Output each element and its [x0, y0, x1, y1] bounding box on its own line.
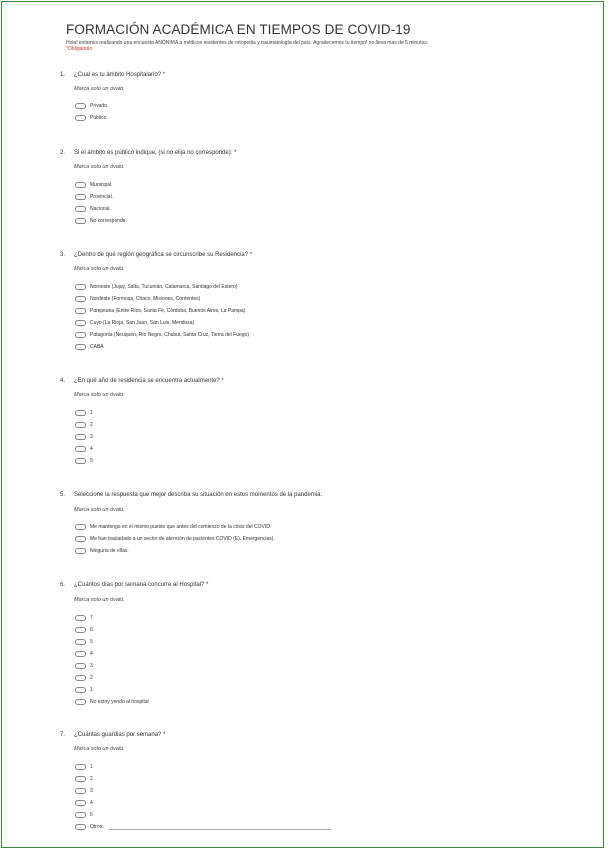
question-text: ¿En qué año de residencia se encuentra actualmente? *	[74, 378, 224, 384]
question-text: ¿Dentro de qué región geográfica se circunscribe su Residencia? *	[74, 252, 253, 258]
question-hint: Marca solo un óvalo.	[74, 86, 125, 92]
option-provincial[interactable]	[75, 192, 113, 201]
question-7	[60, 731, 580, 830]
option-label: 1	[90, 763, 93, 770]
option-pampeana[interactable]	[75, 306, 245, 315]
option-noroeste[interactable]	[75, 282, 237, 291]
option-label: Otros:	[90, 823, 104, 830]
option-label: 4	[90, 650, 93, 657]
option-not-going[interactable]	[75, 697, 149, 706]
radio-oval[interactable]	[75, 458, 86, 464]
question-hint: Marca solo un óvalo.	[74, 392, 125, 398]
option-label: 4	[90, 799, 93, 806]
radio-oval[interactable]	[75, 812, 86, 818]
question-header	[60, 491, 580, 500]
option-year-1[interactable]	[75, 408, 93, 417]
question-header	[60, 731, 580, 740]
radio-oval[interactable]	[75, 524, 86, 530]
question-header	[60, 251, 580, 260]
radio-oval[interactable]	[75, 115, 86, 121]
form-intro: Hola! estamos realizando una encuesta ANÓNIMA a médicos residentes de ortopedia y traumatología del país. Agradecemos tu tiempo! no lleva mas de 5 minutos.	[66, 40, 429, 46]
question-hint: Marca solo un óvalo.	[74, 164, 125, 170]
option-label: CABA	[90, 343, 104, 350]
question-number: 1.	[60, 72, 66, 78]
option-label: 1	[90, 686, 93, 693]
radio-oval[interactable]	[75, 320, 86, 326]
option-label: 3	[90, 787, 93, 794]
radio-oval[interactable]	[75, 332, 86, 338]
radio-oval[interactable]	[75, 776, 86, 782]
question-text: Si el ámbito es público indique, (si no elija no corresponde): *	[74, 150, 237, 156]
option-year-4[interactable]	[75, 444, 93, 453]
option-label: 5	[90, 811, 93, 818]
option-privado[interactable]	[75, 101, 108, 110]
option-shifts-other[interactable]	[75, 822, 104, 831]
question-5	[60, 491, 580, 554]
option-label: Municipal.	[90, 181, 113, 188]
question-2	[60, 149, 580, 224]
question-text: ¿Cuántas guardias por semana? *	[74, 732, 166, 738]
option-shifts-4[interactable]	[75, 798, 93, 807]
option-days-5[interactable]	[75, 637, 93, 646]
option-shifts-5[interactable]	[75, 810, 93, 819]
option-transferred[interactable]	[75, 534, 275, 543]
option-label: 3	[90, 433, 93, 440]
radio-oval[interactable]	[75, 182, 86, 188]
question-number: 3.	[60, 252, 66, 258]
radio-oval[interactable]	[75, 764, 86, 770]
option-nordeste[interactable]	[75, 294, 200, 303]
question-text: ¿Cual es tu ámbito Hospitalario? *	[74, 72, 166, 78]
question-3	[60, 251, 580, 350]
radio-oval[interactable]	[75, 663, 86, 669]
option-label: 6	[90, 626, 93, 633]
radio-oval[interactable]	[75, 615, 86, 621]
option-label: Me han trasladado a un sector de atención de pacientes COVID (E). Emergencias).	[90, 535, 275, 542]
option-label: Pampeana (Entre Ríos, Santa Fé, Córdoba, Buenos Aires, La Pampa)	[90, 307, 246, 314]
option-label: Provincial.	[90, 193, 114, 200]
form-title: FORMACIÓN ACADÉMICA EN TIEMPOS DE COVID-19	[66, 22, 411, 37]
option-year-3[interactable]	[75, 432, 93, 441]
radio-oval[interactable]	[75, 284, 86, 290]
option-nacional[interactable]	[75, 204, 111, 213]
option-label: Nacional.	[90, 205, 111, 212]
radio-oval[interactable]	[75, 434, 86, 440]
option-label: 5	[90, 638, 93, 645]
question-header	[60, 377, 580, 386]
option-label: Privado.	[90, 102, 109, 109]
option-patagonia[interactable]	[75, 330, 249, 339]
radio-oval[interactable]	[75, 675, 86, 681]
option-label: 2	[90, 421, 93, 428]
option-label: Ninguna de ellas.	[90, 547, 129, 554]
radio-oval[interactable]	[75, 446, 86, 452]
option-label: Cuyo (La Rioja, San Juan, San Luis, Mendoza)	[90, 319, 195, 326]
question-header	[60, 581, 580, 590]
option-days-6[interactable]	[75, 625, 93, 634]
radio-oval[interactable]	[75, 410, 86, 416]
option-none[interactable]	[75, 546, 129, 555]
radio-oval[interactable]	[75, 206, 86, 212]
question-number: 5.	[60, 492, 66, 498]
question-hint: Marca solo un óvalo.	[74, 746, 125, 752]
radio-oval[interactable]	[75, 194, 86, 200]
option-label: 5	[90, 457, 93, 464]
question-number: 2.	[60, 150, 66, 156]
option-label: 2	[90, 674, 93, 681]
question-number: 4.	[60, 378, 66, 384]
radio-oval[interactable]	[75, 308, 86, 314]
option-same-post[interactable]	[75, 522, 271, 531]
question-6	[60, 581, 580, 705]
option-label: Público.	[90, 114, 108, 121]
option-shifts-2[interactable]	[75, 774, 93, 783]
option-cuyo[interactable]	[75, 318, 194, 327]
radio-oval[interactable]	[75, 824, 86, 830]
radio-oval[interactable]	[75, 687, 86, 693]
option-label: 7	[90, 614, 93, 621]
other-text-input[interactable]	[109, 829, 331, 830]
radio-oval[interactable]	[75, 422, 86, 428]
option-label: Noroeste (Jujuy, Salta, Tucumán, Catamarca, Santiago del Estero)	[90, 283, 238, 290]
option-municipal[interactable]	[75, 180, 113, 189]
question-text: ¿Cuántos días por semana concurre al Hospital? *	[74, 582, 209, 588]
option-shifts-1[interactable]	[75, 762, 93, 771]
option-days-2[interactable]	[75, 673, 93, 682]
option-label: 4	[90, 445, 93, 452]
option-no-corresponde[interactable]	[75, 216, 127, 225]
option-label: No corresponde.	[90, 217, 127, 224]
question-hint: Marca solo un óvalo.	[74, 266, 125, 272]
radio-oval[interactable]	[75, 639, 86, 645]
question-hint: Marca solo un óvalo.	[74, 507, 125, 513]
option-year-5[interactable]	[75, 456, 93, 465]
radio-oval[interactable]	[75, 788, 86, 794]
option-publico[interactable]	[75, 113, 108, 122]
radio-oval[interactable]	[75, 627, 86, 633]
radio-oval[interactable]	[75, 548, 86, 554]
question-1	[60, 71, 580, 121]
radio-oval[interactable]	[75, 296, 86, 302]
option-days-1[interactable]	[75, 685, 93, 694]
option-label: 2	[90, 775, 93, 782]
question-number: 6.	[60, 582, 66, 588]
question-number: 7.	[60, 732, 66, 738]
option-caba[interactable]	[75, 342, 104, 351]
radio-oval[interactable]	[75, 699, 86, 705]
option-label: Patagonia (Neuquén, Río Negro, Chubut, Santa Cruz, Tierra del Fuego)	[90, 331, 249, 338]
option-days-7[interactable]	[75, 613, 93, 622]
radio-oval[interactable]	[75, 536, 86, 542]
required-note: *Obligatorio	[66, 46, 93, 52]
option-label: 3	[90, 662, 93, 669]
option-days-4[interactable]	[75, 649, 93, 658]
option-label: 1	[90, 409, 93, 416]
radio-oval[interactable]	[75, 344, 86, 350]
option-label: No estoy yendo al hospital	[90, 698, 149, 705]
option-label: Nordeste (Formosa, Chaco, Misiones, Corrientes)	[90, 295, 201, 302]
radio-oval[interactable]	[75, 651, 86, 657]
radio-oval[interactable]	[75, 800, 86, 806]
radio-oval[interactable]	[75, 218, 86, 224]
option-days-3[interactable]	[75, 661, 93, 670]
question-4	[60, 377, 580, 464]
option-year-2[interactable]	[75, 420, 93, 429]
question-text: Seleccione la respuesta que mejor describa su situación en estos momentos de la pandemia:	[74, 492, 323, 498]
question-hint: Marca solo un óvalo.	[74, 597, 125, 603]
option-label: Me mantengo en el mismo puesto que antes del comienzo de la crisis del COVID.	[90, 523, 272, 530]
question-header	[60, 149, 580, 158]
question-header	[60, 71, 580, 80]
option-shifts-3[interactable]	[75, 786, 93, 795]
radio-oval[interactable]	[75, 103, 86, 109]
